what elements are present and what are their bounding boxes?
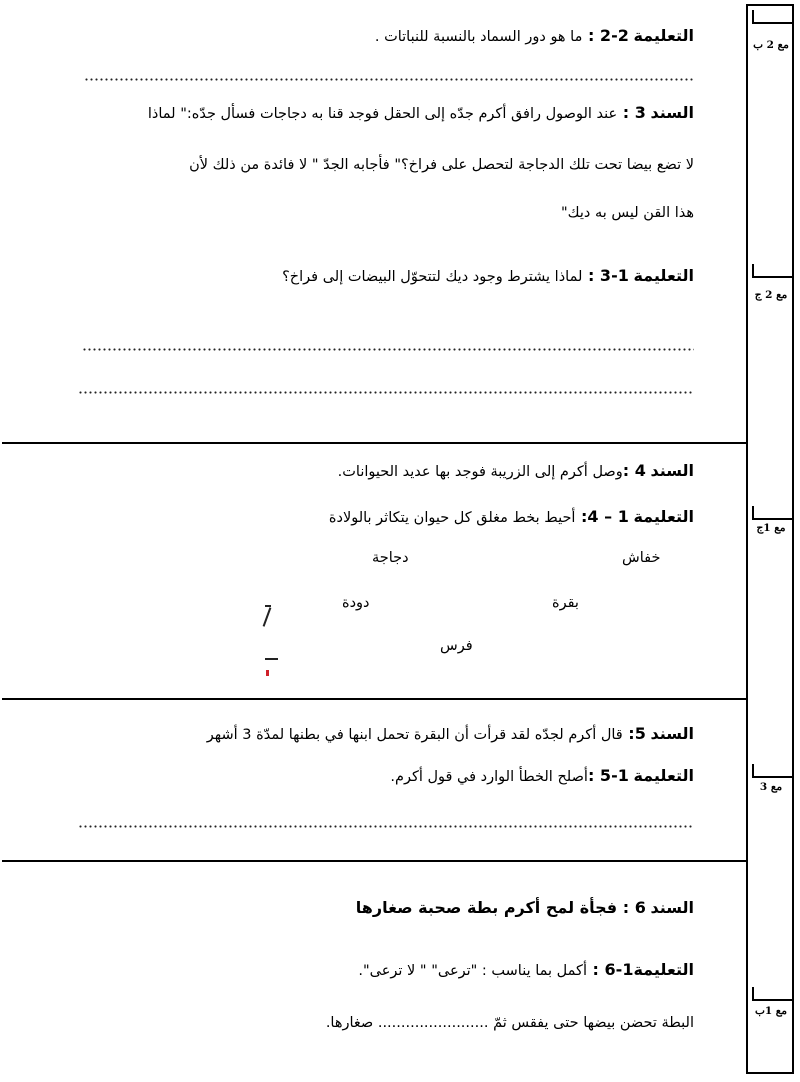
instruction-label: التعليمة xyxy=(633,266,694,285)
criterion-label-3: مع 1ج xyxy=(756,522,786,534)
support-text: قال أكرم لجدّه لقد قرأت أن البقرة تحمل ابنها في بطنها لمدّة 3 أشهر xyxy=(206,727,623,743)
score-box-1[interactable] xyxy=(752,10,794,24)
separator: : xyxy=(622,724,635,743)
support-3-line-2: لا تضع بيضا تحت تلك الدجاجة لتحصل على فراخ؟" فأجابه الجدّ " لا فائدة من ذلك لأن xyxy=(189,157,694,173)
instruction-1-4 xyxy=(329,507,694,528)
instruction-label: التعليمة xyxy=(633,26,694,45)
instruction-number: 1-6 xyxy=(604,960,634,979)
red-mark xyxy=(266,670,269,676)
separator: : xyxy=(582,266,600,285)
answer-line-1-3-a[interactable] xyxy=(82,348,694,351)
separator: : xyxy=(617,898,635,917)
word-choice-chicken[interactable]: دجاجة xyxy=(372,550,409,566)
separator: : xyxy=(617,103,635,122)
instruction-number: 1-3 xyxy=(599,266,629,285)
score-box-5[interactable] xyxy=(752,987,794,1001)
support-3-line-3: هذا القن ليس به ديك" xyxy=(560,205,694,221)
support-label: السند xyxy=(650,724,694,743)
support-number: 5 xyxy=(634,724,646,743)
answer-line-2-2[interactable] xyxy=(84,78,694,81)
support-label: السند xyxy=(650,898,694,917)
separator: : xyxy=(587,766,600,785)
separator: : xyxy=(582,26,600,45)
criterion-label-1: مع 2 ب xyxy=(753,39,789,51)
instruction-number: 1-5 xyxy=(599,766,629,785)
score-box-3[interactable] xyxy=(752,506,794,520)
answer-line-1-5[interactable] xyxy=(78,825,694,828)
score-box-2[interactable] xyxy=(752,264,794,278)
criterion-label-5: مع 1ب xyxy=(754,1005,788,1017)
instruction-label: التعليمة xyxy=(633,507,694,526)
word-choice-horse[interactable]: فرس xyxy=(440,638,473,654)
support-6 xyxy=(356,898,694,919)
stray-pen-mark xyxy=(263,607,272,626)
instruction-2-2 xyxy=(375,26,694,47)
support-number: 4 xyxy=(634,461,646,480)
support-4 xyxy=(338,461,694,482)
section-divider-3 xyxy=(2,860,748,862)
fill-blank-sentence[interactable]: البطة تحضن بيضها حتى يفقس ثمّ ........................ صغارها. xyxy=(325,1015,694,1031)
stray-pen-mark xyxy=(265,658,278,660)
answer-line-1-3-b[interactable] xyxy=(78,391,694,394)
word-choice-cow[interactable]: بقرة xyxy=(552,595,579,611)
instruction-text: ما هو دور السماد بالنسبة للنباتات . xyxy=(374,29,583,45)
support-label: السند xyxy=(650,461,694,480)
instruction-label: التعليمة xyxy=(633,766,694,785)
support-3-line-1 xyxy=(148,103,694,124)
support-5 xyxy=(207,724,694,745)
separator: : xyxy=(586,960,605,979)
instruction-label: التعليمة xyxy=(633,960,694,979)
support-number: 3 xyxy=(634,103,646,122)
word-choice-worm[interactable]: دودة xyxy=(342,595,370,611)
instruction-number: 1 – 4 xyxy=(587,507,629,526)
support-text: وصل أكرم إلى الزريبة فوجد بها عديد الحيوانات. xyxy=(337,464,623,480)
stray-pen-mark xyxy=(265,605,271,607)
instruction-1-5 xyxy=(390,766,694,787)
word-choice-bat[interactable]: خفاش xyxy=(622,550,661,566)
instruction-1-3 xyxy=(282,266,694,287)
support-number: 6 xyxy=(634,898,646,917)
separator: : xyxy=(622,461,635,480)
instruction-1-6 xyxy=(358,960,694,981)
support-text: عند الوصول رافق أكرم جدّه إلى الحقل فوجد قنا به دجاجات فسأل جدّه:" لماذا xyxy=(147,106,618,122)
section-divider-2 xyxy=(2,698,748,700)
instruction-text: أكمل بما يناسب : "ترعى" " لا ترعى". xyxy=(358,963,587,979)
support-label: السند xyxy=(650,103,694,122)
instruction-number: 2-2 xyxy=(599,26,629,45)
instruction-text: لماذا يشترط وجود ديك لتتحوّل البيضات إلى فراخ؟ xyxy=(282,269,583,285)
criterion-label-4: مع 3 xyxy=(759,781,783,793)
instruction-text: أصلح الخطأ الوارد في قول أكرم. xyxy=(390,769,588,785)
criterion-label-2: مع 2 ج xyxy=(754,289,788,301)
support-text: فجأة لمح أكرم بطة صحبة صغارها xyxy=(355,898,618,917)
section-divider-1 xyxy=(2,442,748,444)
score-box-4[interactable] xyxy=(752,764,794,778)
grading-margin-column xyxy=(746,4,794,1074)
separator: : xyxy=(575,507,588,526)
instruction-text: أحيط بخط مغلق كل حيوان يتكاثر بالولادة xyxy=(328,510,576,526)
